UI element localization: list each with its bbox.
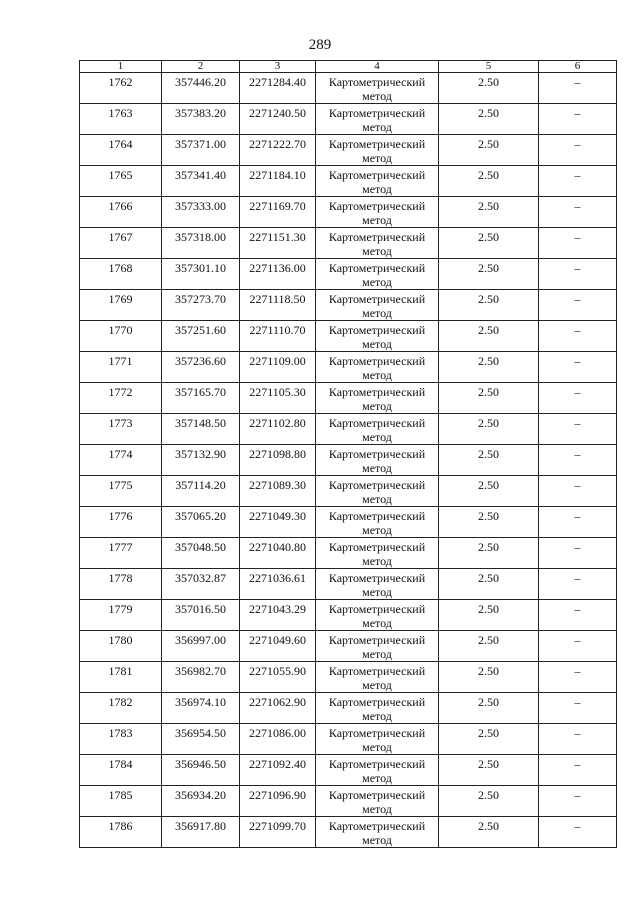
table-row bbox=[80, 197, 617, 228]
x-coordinate-cell: 357148.50 bbox=[162, 414, 240, 445]
accuracy-cell: 2.50 bbox=[439, 786, 539, 817]
note-cell: – bbox=[539, 259, 617, 290]
point-number-cell: 1777 bbox=[80, 538, 162, 569]
method-line-2: метод bbox=[362, 709, 392, 723]
x-coordinate-cell: 357318.00 bbox=[162, 228, 240, 259]
column-header: 1 bbox=[80, 61, 162, 73]
y-coordinate-cell: 2271102.80 bbox=[240, 414, 316, 445]
accuracy-cell: 2.50 bbox=[439, 383, 539, 414]
y-coordinate-cell: 2271049.30 bbox=[240, 507, 316, 538]
coordinates-table bbox=[79, 60, 617, 848]
method-line-2: метод bbox=[362, 492, 392, 506]
method-line-2: метод bbox=[362, 678, 392, 692]
x-coordinate-cell: 356974.10 bbox=[162, 693, 240, 724]
x-coordinate-cell: 357165.70 bbox=[162, 383, 240, 414]
accuracy-cell: 2.50 bbox=[439, 290, 539, 321]
note-cell: – bbox=[539, 135, 617, 166]
method-line-1: Картометрический bbox=[328, 478, 426, 492]
y-coordinate-cell: 2271099.70 bbox=[240, 817, 316, 848]
method-line-2: метод bbox=[362, 182, 392, 196]
y-coordinate-cell: 2271096.90 bbox=[240, 786, 316, 817]
method-cell bbox=[316, 259, 439, 290]
note-cell: – bbox=[539, 693, 617, 724]
table-row bbox=[80, 693, 617, 724]
method-cell bbox=[316, 166, 439, 197]
accuracy-cell: 2.50 bbox=[439, 538, 539, 569]
method-line-2: метод bbox=[362, 833, 392, 847]
method-cell bbox=[316, 631, 439, 662]
method-cell bbox=[316, 817, 439, 848]
method-cell bbox=[316, 352, 439, 383]
note-cell: – bbox=[539, 600, 617, 631]
method-line-2: метод bbox=[362, 368, 392, 382]
method-cell bbox=[316, 569, 439, 600]
table-row bbox=[80, 228, 617, 259]
method-line-2: метод bbox=[362, 213, 392, 227]
method-line-1: Картометрический bbox=[328, 106, 426, 120]
x-coordinate-cell: 357383.20 bbox=[162, 104, 240, 135]
column-header: 3 bbox=[240, 61, 316, 73]
note-cell: – bbox=[539, 786, 617, 817]
y-coordinate-cell: 2271109.00 bbox=[240, 352, 316, 383]
table-row bbox=[80, 135, 617, 166]
method-line-1: Картометрический bbox=[328, 571, 426, 585]
x-coordinate-cell: 357251.60 bbox=[162, 321, 240, 352]
table-row bbox=[80, 445, 617, 476]
table-row bbox=[80, 383, 617, 414]
table-row bbox=[80, 476, 617, 507]
accuracy-cell: 2.50 bbox=[439, 197, 539, 228]
method-line-1: Картометрический bbox=[328, 354, 426, 368]
x-coordinate-cell: 357371.00 bbox=[162, 135, 240, 166]
method-cell bbox=[316, 600, 439, 631]
y-coordinate-cell: 2271184.10 bbox=[240, 166, 316, 197]
accuracy-cell: 2.50 bbox=[439, 476, 539, 507]
column-header: 5 bbox=[439, 61, 539, 73]
point-number-cell: 1771 bbox=[80, 352, 162, 383]
note-cell: – bbox=[539, 507, 617, 538]
point-number-cell: 1779 bbox=[80, 600, 162, 631]
method-line-1: Картометрический bbox=[328, 292, 426, 306]
table-row bbox=[80, 786, 617, 817]
point-number-cell: 1785 bbox=[80, 786, 162, 817]
note-cell: – bbox=[539, 352, 617, 383]
point-number-cell: 1768 bbox=[80, 259, 162, 290]
y-coordinate-cell: 2271222.70 bbox=[240, 135, 316, 166]
point-number-cell: 1762 bbox=[80, 73, 162, 104]
y-coordinate-cell: 2271098.80 bbox=[240, 445, 316, 476]
accuracy-cell: 2.50 bbox=[439, 321, 539, 352]
method-line-2: метод bbox=[362, 585, 392, 599]
method-line-1: Картометрический bbox=[328, 602, 426, 616]
note-cell: – bbox=[539, 755, 617, 786]
method-line-1: Картометрический bbox=[328, 199, 426, 213]
table-header-row bbox=[80, 61, 617, 73]
point-number-cell: 1780 bbox=[80, 631, 162, 662]
accuracy-cell: 2.50 bbox=[439, 228, 539, 259]
method-line-2: метод bbox=[362, 740, 392, 754]
table-row bbox=[80, 290, 617, 321]
method-line-2: метод bbox=[362, 337, 392, 351]
table-body bbox=[80, 73, 617, 848]
x-coordinate-cell: 356917.80 bbox=[162, 817, 240, 848]
method-cell bbox=[316, 724, 439, 755]
column-header: 6 bbox=[539, 61, 617, 73]
method-line-1: Картометрический bbox=[328, 757, 426, 771]
x-coordinate-cell: 357016.50 bbox=[162, 600, 240, 631]
note-cell: – bbox=[539, 414, 617, 445]
point-number-cell: 1774 bbox=[80, 445, 162, 476]
x-coordinate-cell: 357341.40 bbox=[162, 166, 240, 197]
method-cell bbox=[316, 414, 439, 445]
table-row bbox=[80, 104, 617, 135]
accuracy-cell: 2.50 bbox=[439, 104, 539, 135]
method-line-1: Картометрический bbox=[328, 633, 426, 647]
method-line-2: метод bbox=[362, 151, 392, 165]
method-cell bbox=[316, 197, 439, 228]
method-cell bbox=[316, 538, 439, 569]
note-cell: – bbox=[539, 166, 617, 197]
accuracy-cell: 2.50 bbox=[439, 135, 539, 166]
method-line-1: Картометрический bbox=[328, 416, 426, 430]
accuracy-cell: 2.50 bbox=[439, 600, 539, 631]
method-cell bbox=[316, 321, 439, 352]
table-row bbox=[80, 600, 617, 631]
note-cell: – bbox=[539, 383, 617, 414]
point-number-cell: 1775 bbox=[80, 476, 162, 507]
y-coordinate-cell: 2271043.29 bbox=[240, 600, 316, 631]
method-line-2: метод bbox=[362, 647, 392, 661]
method-line-1: Картометрический bbox=[328, 230, 426, 244]
note-cell: – bbox=[539, 631, 617, 662]
method-cell bbox=[316, 383, 439, 414]
method-cell bbox=[316, 290, 439, 321]
method-line-1: Картометрический bbox=[328, 261, 426, 275]
x-coordinate-cell: 356997.00 bbox=[162, 631, 240, 662]
method-line-2: метод bbox=[362, 616, 392, 630]
table-row bbox=[80, 321, 617, 352]
accuracy-cell: 2.50 bbox=[439, 817, 539, 848]
table-row bbox=[80, 817, 617, 848]
method-cell bbox=[316, 507, 439, 538]
note-cell: – bbox=[539, 104, 617, 135]
method-line-1: Картометрический bbox=[328, 819, 426, 833]
method-line-2: метод bbox=[362, 89, 392, 103]
method-line-1: Картометрический bbox=[328, 75, 426, 89]
point-number-cell: 1763 bbox=[80, 104, 162, 135]
y-coordinate-cell: 2271240.50 bbox=[240, 104, 316, 135]
note-cell: – bbox=[539, 290, 617, 321]
method-line-2: метод bbox=[362, 771, 392, 785]
method-line-2: метод bbox=[362, 554, 392, 568]
table-row bbox=[80, 755, 617, 786]
point-number-cell: 1769 bbox=[80, 290, 162, 321]
y-coordinate-cell: 2271049.60 bbox=[240, 631, 316, 662]
method-cell bbox=[316, 755, 439, 786]
table-row bbox=[80, 631, 617, 662]
point-number-cell: 1766 bbox=[80, 197, 162, 228]
y-coordinate-cell: 2271092.40 bbox=[240, 755, 316, 786]
x-coordinate-cell: 356934.20 bbox=[162, 786, 240, 817]
x-coordinate-cell: 356954.50 bbox=[162, 724, 240, 755]
y-coordinate-cell: 2271110.70 bbox=[240, 321, 316, 352]
y-coordinate-cell: 2271169.70 bbox=[240, 197, 316, 228]
column-header: 4 bbox=[316, 61, 439, 73]
x-coordinate-cell: 357132.90 bbox=[162, 445, 240, 476]
accuracy-cell: 2.50 bbox=[439, 662, 539, 693]
method-cell bbox=[316, 445, 439, 476]
method-cell bbox=[316, 662, 439, 693]
table-row bbox=[80, 73, 617, 104]
note-cell: – bbox=[539, 197, 617, 228]
note-cell: – bbox=[539, 445, 617, 476]
x-coordinate-cell: 357114.20 bbox=[162, 476, 240, 507]
method-line-2: метод bbox=[362, 244, 392, 258]
method-cell bbox=[316, 228, 439, 259]
method-line-1: Картометрический bbox=[328, 385, 426, 399]
point-number-cell: 1782 bbox=[80, 693, 162, 724]
accuracy-cell: 2.50 bbox=[439, 755, 539, 786]
accuracy-cell: 2.50 bbox=[439, 507, 539, 538]
method-line-1: Картометрический bbox=[328, 509, 426, 523]
y-coordinate-cell: 2271036.61 bbox=[240, 569, 316, 600]
method-line-2: метод bbox=[362, 306, 392, 320]
method-line-1: Картометрический bbox=[328, 540, 426, 554]
y-coordinate-cell: 2271118.50 bbox=[240, 290, 316, 321]
method-line-2: метод bbox=[362, 461, 392, 475]
table-row bbox=[80, 724, 617, 755]
method-line-1: Картометрический bbox=[328, 447, 426, 461]
y-coordinate-cell: 2271086.00 bbox=[240, 724, 316, 755]
note-cell: – bbox=[539, 321, 617, 352]
x-coordinate-cell: 357446.20 bbox=[162, 73, 240, 104]
y-coordinate-cell: 2271062.90 bbox=[240, 693, 316, 724]
note-cell: – bbox=[539, 228, 617, 259]
table-row bbox=[80, 414, 617, 445]
accuracy-cell: 2.50 bbox=[439, 414, 539, 445]
y-coordinate-cell: 2271089.30 bbox=[240, 476, 316, 507]
note-cell: – bbox=[539, 724, 617, 755]
y-coordinate-cell: 2271040.80 bbox=[240, 538, 316, 569]
y-coordinate-cell: 2271151.30 bbox=[240, 228, 316, 259]
method-line-2: метод bbox=[362, 399, 392, 413]
point-number-cell: 1764 bbox=[80, 135, 162, 166]
point-number-cell: 1778 bbox=[80, 569, 162, 600]
accuracy-cell: 2.50 bbox=[439, 693, 539, 724]
x-coordinate-cell: 357048.50 bbox=[162, 538, 240, 569]
accuracy-cell: 2.50 bbox=[439, 166, 539, 197]
y-coordinate-cell: 2271105.30 bbox=[240, 383, 316, 414]
table-row bbox=[80, 259, 617, 290]
method-line-1: Картометрический bbox=[328, 726, 426, 740]
method-line-1: Картометрический bbox=[328, 695, 426, 709]
table-row bbox=[80, 569, 617, 600]
table-row bbox=[80, 538, 617, 569]
method-line-2: метод bbox=[362, 523, 392, 537]
table-row bbox=[80, 662, 617, 693]
note-cell: – bbox=[539, 476, 617, 507]
point-number-cell: 1772 bbox=[80, 383, 162, 414]
method-cell bbox=[316, 104, 439, 135]
accuracy-cell: 2.50 bbox=[439, 631, 539, 662]
x-coordinate-cell: 357065.20 bbox=[162, 507, 240, 538]
method-cell bbox=[316, 693, 439, 724]
method-cell bbox=[316, 73, 439, 104]
method-line-2: метод bbox=[362, 120, 392, 134]
x-coordinate-cell: 357333.00 bbox=[162, 197, 240, 228]
column-header: 2 bbox=[162, 61, 240, 73]
x-coordinate-cell: 357032.87 bbox=[162, 569, 240, 600]
method-cell bbox=[316, 786, 439, 817]
x-coordinate-cell: 357273.70 bbox=[162, 290, 240, 321]
point-number-cell: 1784 bbox=[80, 755, 162, 786]
method-line-1: Картометрический bbox=[328, 168, 426, 182]
x-coordinate-cell: 356946.50 bbox=[162, 755, 240, 786]
x-coordinate-cell: 357236.60 bbox=[162, 352, 240, 383]
table-row bbox=[80, 507, 617, 538]
accuracy-cell: 2.50 bbox=[439, 352, 539, 383]
y-coordinate-cell: 2271055.90 bbox=[240, 662, 316, 693]
point-number-cell: 1781 bbox=[80, 662, 162, 693]
accuracy-cell: 2.50 bbox=[439, 724, 539, 755]
accuracy-cell: 2.50 bbox=[439, 569, 539, 600]
note-cell: – bbox=[539, 569, 617, 600]
point-number-cell: 1776 bbox=[80, 507, 162, 538]
note-cell: – bbox=[539, 662, 617, 693]
point-number-cell: 1770 bbox=[80, 321, 162, 352]
note-cell: – bbox=[539, 817, 617, 848]
accuracy-cell: 2.50 bbox=[439, 445, 539, 476]
table-row bbox=[80, 166, 617, 197]
method-line-1: Картометрический bbox=[328, 664, 426, 678]
y-coordinate-cell: 2271284.40 bbox=[240, 73, 316, 104]
method-line-1: Картометрический bbox=[328, 323, 426, 337]
method-line-2: метод bbox=[362, 802, 392, 816]
point-number-cell: 1767 bbox=[80, 228, 162, 259]
y-coordinate-cell: 2271136.00 bbox=[240, 259, 316, 290]
method-line-1: Картометрический bbox=[328, 788, 426, 802]
page-number: 289 bbox=[308, 37, 332, 53]
x-coordinate-cell: 356982.70 bbox=[162, 662, 240, 693]
table-row bbox=[80, 352, 617, 383]
note-cell: – bbox=[539, 538, 617, 569]
note-cell: – bbox=[539, 73, 617, 104]
point-number-cell: 1786 bbox=[80, 817, 162, 848]
method-line-1: Картометрический bbox=[328, 137, 426, 151]
accuracy-cell: 2.50 bbox=[439, 73, 539, 104]
point-number-cell: 1773 bbox=[80, 414, 162, 445]
method-line-2: метод bbox=[362, 430, 392, 444]
point-number-cell: 1783 bbox=[80, 724, 162, 755]
point-number-cell: 1765 bbox=[80, 166, 162, 197]
method-cell bbox=[316, 476, 439, 507]
method-line-2: метод bbox=[362, 275, 392, 289]
accuracy-cell: 2.50 bbox=[439, 259, 539, 290]
x-coordinate-cell: 357301.10 bbox=[162, 259, 240, 290]
method-cell bbox=[316, 135, 439, 166]
